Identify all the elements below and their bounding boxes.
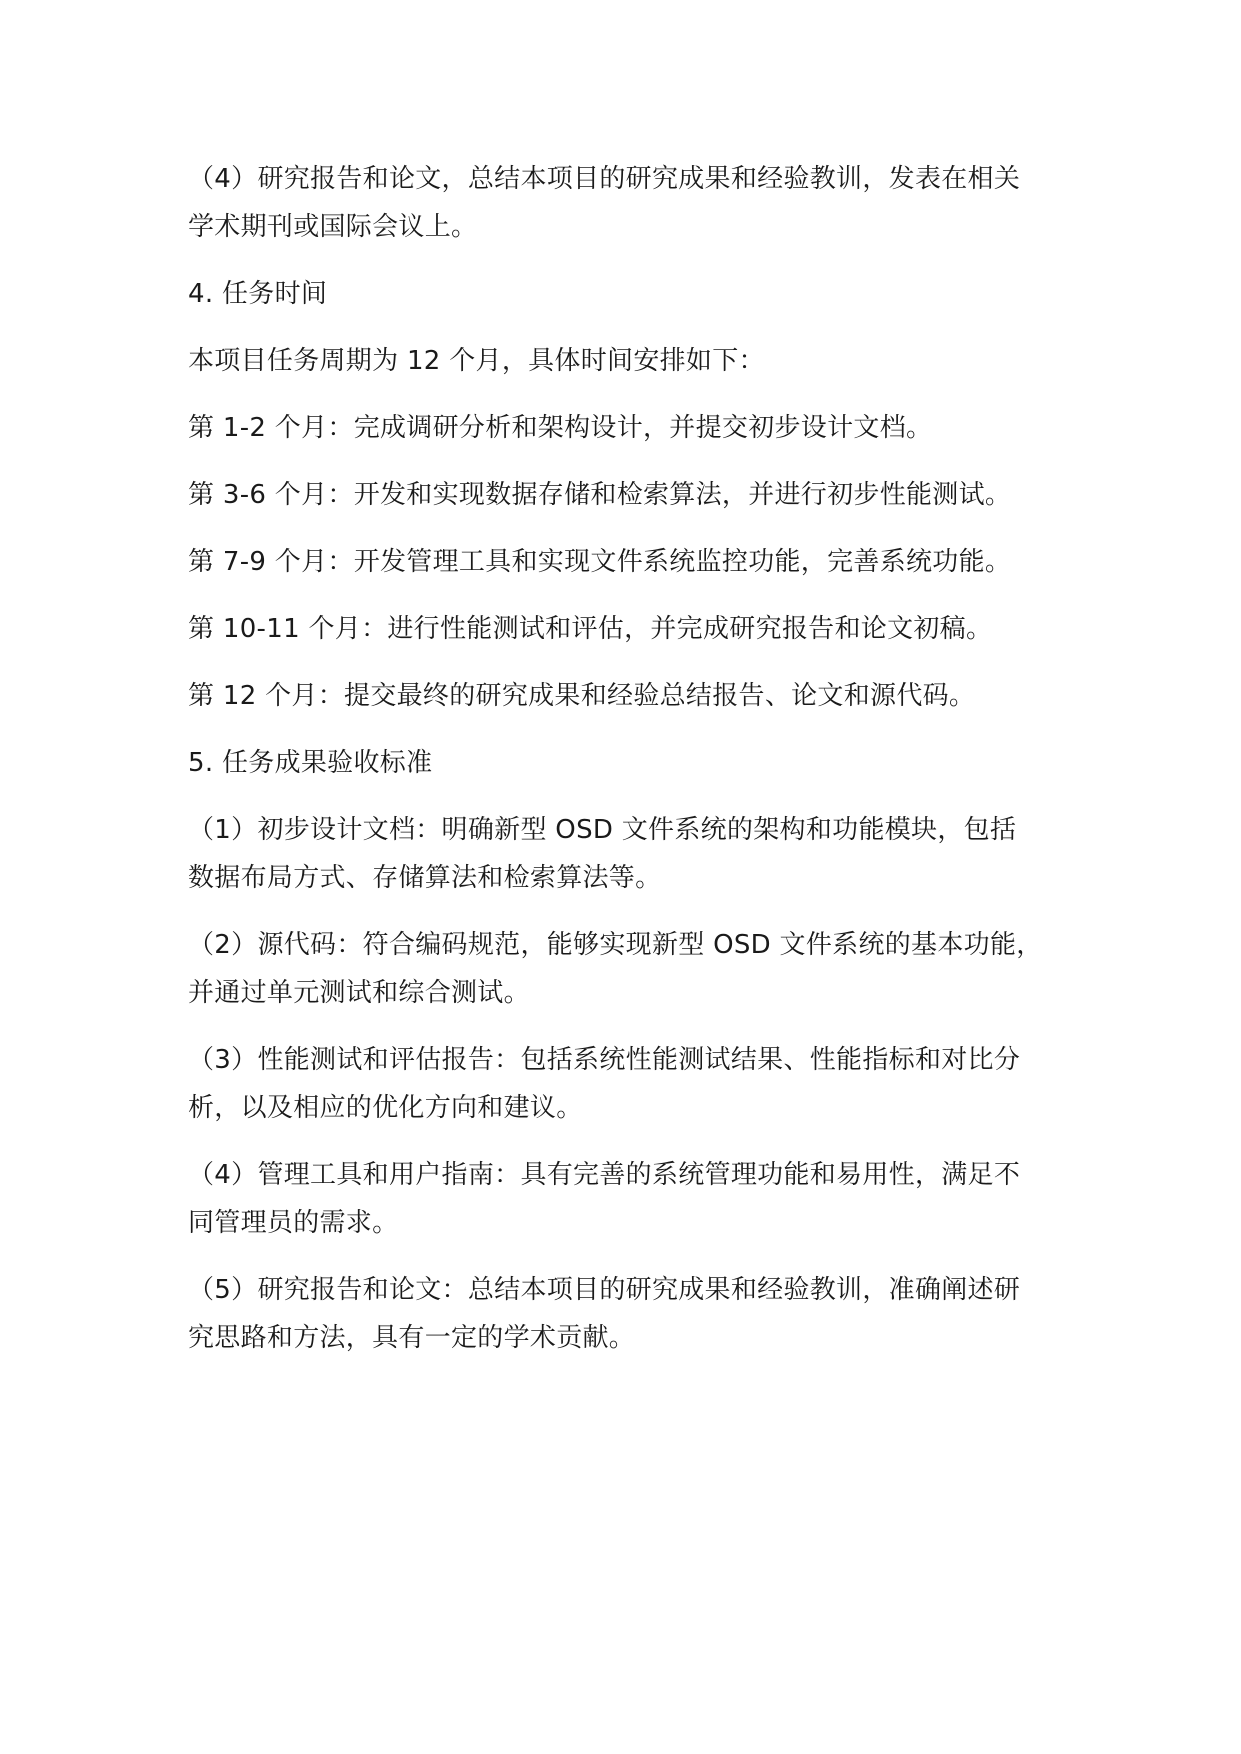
text-line: （4）管理工具和用户指南：具有完善的系统管理功能和易用性，满足不	[188, 1160, 1021, 1190]
paragraph-research-report-item-4	[188, 155, 1078, 251]
document-body	[188, 155, 1078, 1362]
text-line: 本项目任务周期为 12 个月，具体时间安排如下：	[188, 346, 765, 376]
text-line: 第 10-11 个月：进行性能测试和评估，并完成研究报告和论文初稿。	[188, 614, 993, 644]
text-line: 第 3-6 个月：开发和实现数据存储和检索算法，并进行初步性能测试。	[188, 480, 1012, 510]
criteria-item-design-document	[188, 806, 1078, 902]
text-line: 学术期刊或国际会议上。	[188, 212, 478, 242]
text-line: （1）初步设计文档：明确新型 OSD 文件系统的架构和功能模块，包括	[188, 815, 1017, 845]
paragraph-task-period	[188, 337, 1078, 385]
text-line: 第 1-2 个月：完成调研分析和架构设计，并提交初步设计文档。	[188, 413, 933, 443]
text-line: （4）研究报告和论文，总结本项目的研究成果和经验教训，发表在相关	[188, 164, 1021, 194]
text-line: 第 12 个月：提交最终的研究成果和经验总结报告、论文和源代码。	[188, 681, 976, 711]
schedule-item-month-1-2	[188, 404, 1078, 452]
schedule-item-month-12	[188, 672, 1078, 720]
criteria-item-performance-report	[188, 1036, 1078, 1132]
text-line: 并通过单元测试和综合测试。	[188, 978, 530, 1008]
text-line: 究思路和方法，具有一定的学术贡献。	[188, 1323, 636, 1353]
criteria-item-source-code	[188, 921, 1078, 1017]
section-heading-task-time	[188, 270, 1078, 318]
text-line: 同管理员的需求。	[188, 1208, 399, 1238]
text-line: 4. 任务时间	[188, 279, 328, 309]
text-line: 数据布局方式、存储算法和检索算法等。	[188, 863, 662, 893]
text-line: 析，以及相应的优化方向和建议。	[188, 1093, 583, 1123]
schedule-item-month-7-9	[188, 538, 1078, 586]
criteria-item-management-tool	[188, 1151, 1078, 1247]
section-heading-acceptance-criteria	[188, 739, 1078, 787]
text-line: （3）性能测试和评估报告：包括系统性能测试结果、性能指标和对比分	[188, 1045, 1021, 1075]
text-line: 第 7-9 个月：开发管理工具和实现文件系统监控功能，完善系统功能。	[188, 547, 1012, 577]
criteria-item-research-report	[188, 1266, 1078, 1362]
text-line: （2）源代码：符合编码规范，能够实现新型 OSD 文件系统的基本功能，	[188, 930, 1043, 960]
text-line: 5. 任务成果验收标准	[188, 748, 433, 778]
text-line: （5）研究报告和论文：总结本项目的研究成果和经验教训，准确阐述研	[188, 1275, 1021, 1305]
schedule-item-month-3-6	[188, 471, 1078, 519]
schedule-item-month-10-11	[188, 605, 1078, 653]
